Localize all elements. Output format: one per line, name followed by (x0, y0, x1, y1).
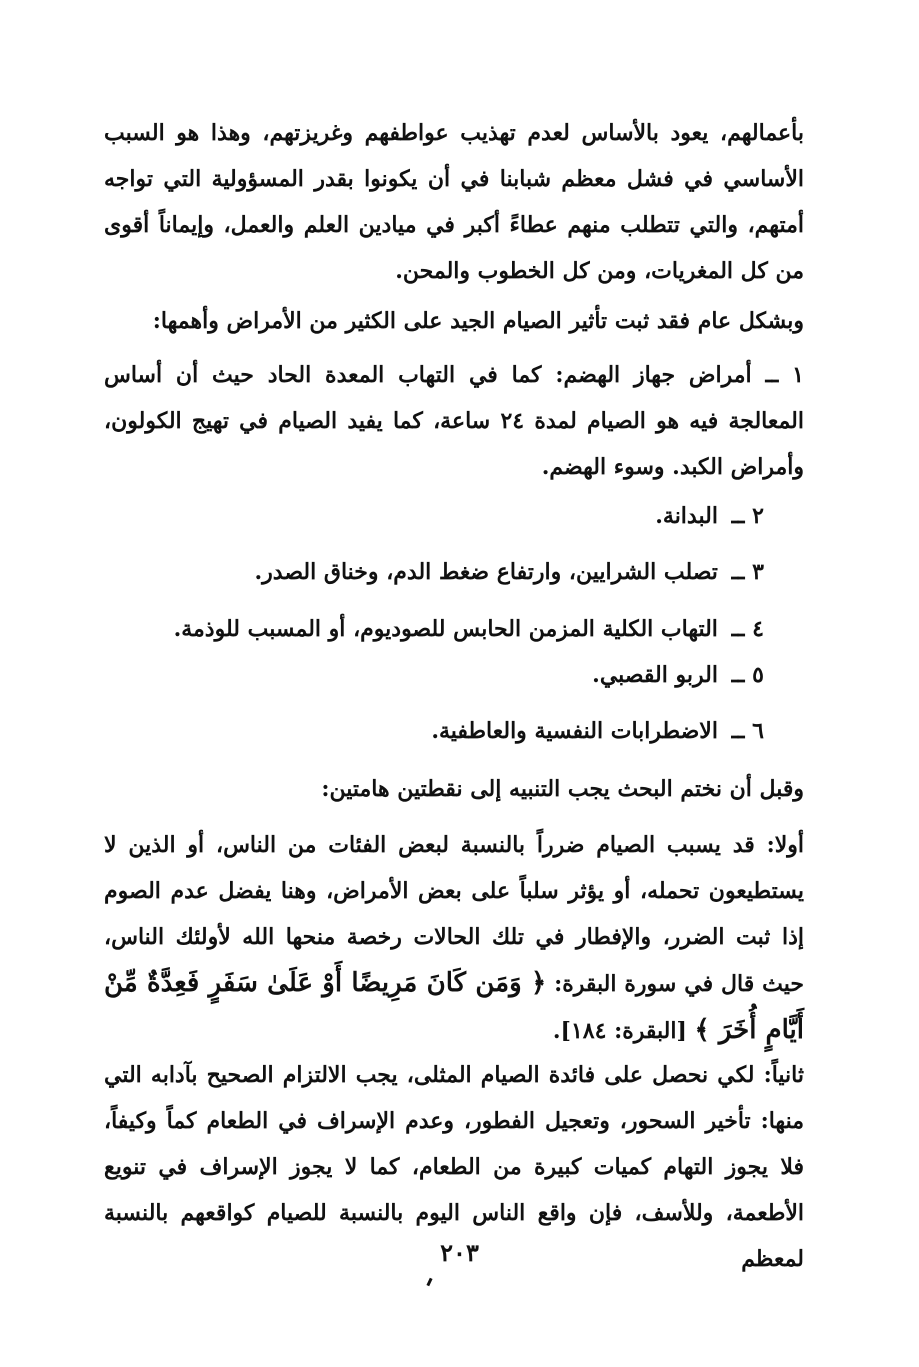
list-item-text: التهاب الكلية المزمن الحابس للصوديوم، أو المسبب للوذمة. (173, 616, 718, 642)
list-item-number: ٥ ــ (731, 662, 764, 688)
quran-reference: [البقرة: ١٨٤]. (552, 1018, 687, 1044)
list-item (174, 606, 764, 652)
list-item-text: البدانة. (655, 503, 718, 529)
paragraph-two-points: وقبل أن نختم البحث يجب التنبيه إلى نقطتين هامتين: (321, 776, 804, 802)
list-item-number: ٢ ــ (731, 503, 764, 529)
paragraph-first-point (104, 822, 804, 1054)
list-item (592, 652, 764, 698)
page-number: ٢٠٣ (440, 1238, 479, 1267)
list-item (655, 493, 764, 539)
list-item (255, 549, 764, 595)
list-item-text: الربو القصبي. (592, 662, 718, 688)
paragraph-intro: بأعمالهم، يعود بالأساس لعدم تهذيب عواطفهم وغريزتهم، وهذا هو السبب الأساسي في فشل معظم شبابنا في أن يكونوا بقدر المسؤولية التي تواجه أمتهم، والتي تتطلب منهم عطاءً أكبر في ميادين العلم والعمل، وإيماناً أقوى من كل المغريات، ومن كل الخطوب والمحن. (104, 120, 804, 284)
list-item-text: تصلب الشرايين، وارتفاع ضغط الدم، وخناق الصدر. (254, 559, 718, 585)
list-item (431, 708, 764, 754)
first-point-text: أولا: قد يسبب الصيام ضرراً بالنسبة لبعض الفئات من الناس، أو الذين لا يستطيعون تحمله، أو يؤثر سلباً على بعض الأمراض، وهنا يفضل عدم الصوم إذا ثبت الضرر، والإفطار في تلك الحالات رخصة منحها الله لأولئك الناس، حيث قال في سورة البقرة: (104, 832, 804, 997)
list-item-text: الاضطرابات النفسية والعاطفية. (431, 718, 718, 744)
paragraph-second-point: ثانياً: لكي نحصل على فائدة الصيام المثلى، يجب الالتزام الصحيح بآدابه التي منها: تأخير السحور، وتعجيل الفطور، وعدم الإسراف في الطعام كماً وكيفاً، فلا يجوز التهام كميات كبيرة من الطعام، كما لا يجوز الإسراف في تنويع الأطعمة، وللأسف، فإن واقع الناس اليوم بالنسبة للصيام كواقعهم بالنسبة لمعظم (104, 1062, 804, 1272)
paragraph-digestive: ١ ــ أمراض جهاز الهضم: كما في التهاب المعدة الحاد حيث أن أساس المعالجة فيه هو الصيام لمدة ٢٤ ساعة، كما يفيد الصيام في تهيج الكولون، وأمراض الكبد. وسوء الهضم. (104, 362, 804, 480)
list-item-number: ٦ ــ (731, 718, 764, 744)
list-item-number: ٣ ــ (731, 559, 764, 585)
quran-verse: ﴿ وَمَن كَانَ مَرِيضًا أَوْ عَلَىٰ سَفَرٍ فَعِدَّةٌ مِّنْ أَيَّامٍ أُخَرَ ﴾ (104, 968, 804, 1045)
list-item-number: ٤ ــ (731, 616, 764, 642)
paragraph-diseases-intro: وبشكل عام فقد ثبت تأثير الصيام الجيد على الكثير من الأمراض وأهمها: (152, 308, 804, 334)
